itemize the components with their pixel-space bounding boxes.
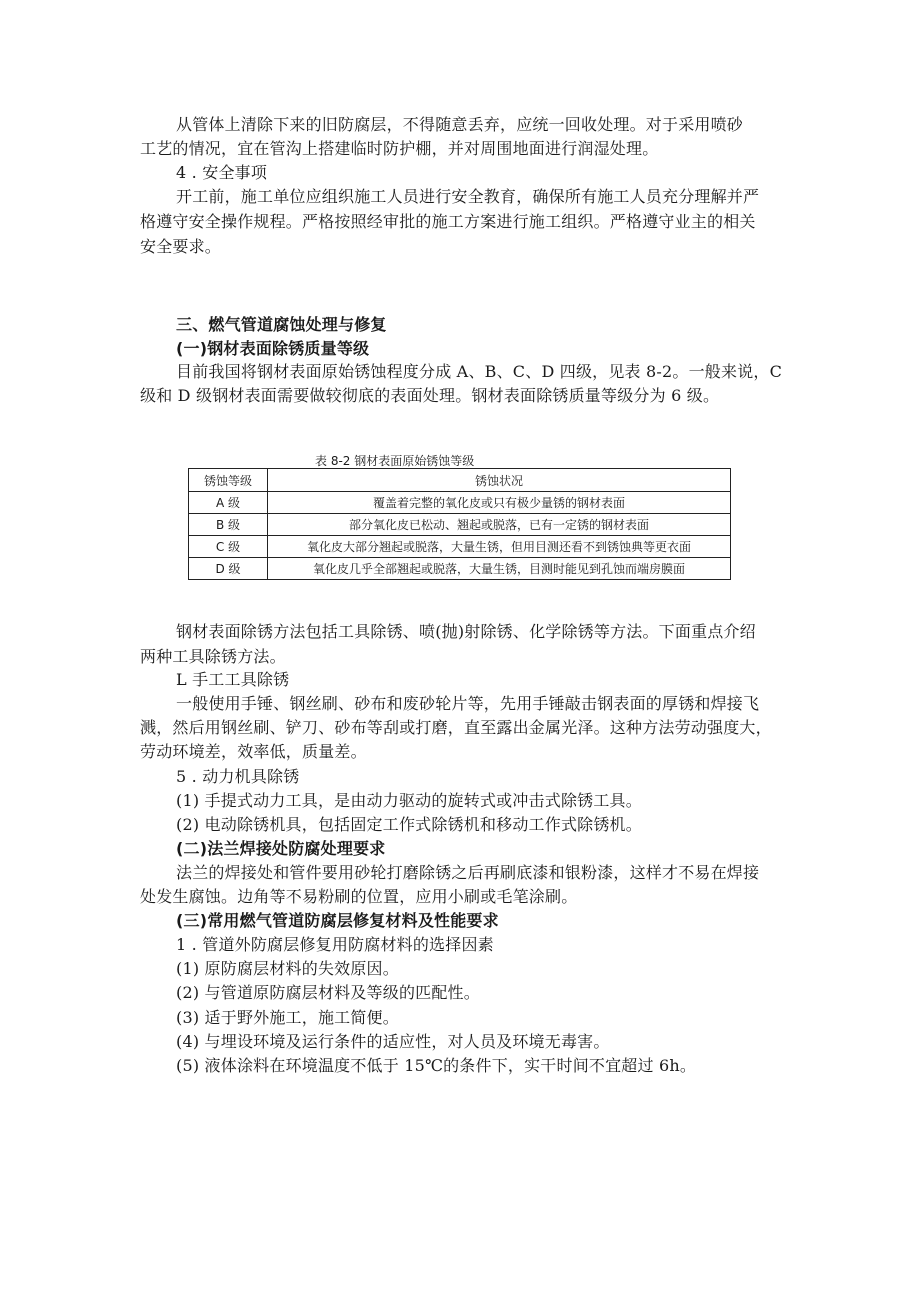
table-header-cell: 锈蚀状况 bbox=[268, 469, 731, 492]
table-cell: 覆盖着完整的氧化皮或只有极少量锈的钢材表面 bbox=[268, 492, 731, 514]
paragraph-line: 工艺的情况，宜在管沟上搭建临时防护棚，并对周围地面进行润湿处理。 bbox=[140, 139, 659, 158]
paragraph-line: 处发生腐蚀。边角等不易粉刷的位置，应用小刷或毛笔涂刷。 bbox=[140, 887, 578, 906]
table-header-row bbox=[189, 469, 731, 492]
paragraph-line: 劳动环境差，效率低，质量差。 bbox=[140, 742, 367, 761]
list-item: (2) 电动除锈机具，包括固定工作式除锈机和移动工作式除锈机。 bbox=[176, 815, 642, 834]
table-cell: 氧化皮几乎全部翘起或脱落，大量生锈，目测时能见到孔蚀而端房膜面 bbox=[268, 558, 731, 580]
list-item: (2) 与管道原防腐层材料及等级的匹配性。 bbox=[176, 983, 480, 1002]
list-item: (3) 适于野外施工，施工简便。 bbox=[176, 1008, 399, 1027]
table-caption: 表 8-2 钢材表面原始锈蚀等级 bbox=[315, 454, 475, 468]
paragraph-line: 两种工具除锈方法。 bbox=[140, 647, 286, 666]
table-cell: 氧化皮大部分翘起或脱落，大量生锈，但用目测还看不到锈蚀典等更衣面 bbox=[268, 536, 731, 558]
rust-grade-table bbox=[188, 468, 731, 580]
table-cell: D 级 bbox=[189, 558, 268, 580]
paragraph-line: 目前我国将钢材表面原始锈蚀程度分成 A、B、C、D 四级，见表 8-2。一般来说，C bbox=[176, 362, 783, 381]
list-item: (4) 与埋设环境及运行条件的适应性，对人员及环境无毒害。 bbox=[176, 1032, 610, 1051]
subsection-title: (二)法兰焊接处防腐处理要求 bbox=[176, 839, 386, 858]
list-item: (1) 手提式动力工具，是由动力驱动的旋转式或冲击式除锈工具。 bbox=[176, 791, 642, 810]
table-header-cell: 锈蚀等级 bbox=[189, 469, 268, 492]
subsection-title: (一)钢材表面除锈质量等级 bbox=[176, 339, 370, 358]
table-cell: 部分氧化皮已松动、翘起或脱落，已有一定锈的钢材表面 bbox=[268, 514, 731, 536]
item-heading: L 手工工具除锈 bbox=[176, 670, 290, 689]
list-item: (1) 原防腐层材料的失效原因。 bbox=[176, 959, 399, 978]
section-title: 三、燃气管道腐蚀处理与修复 bbox=[176, 315, 387, 334]
table-row bbox=[189, 492, 731, 514]
paragraph-line: 级和 D 级钢材表面需要做较彻底的表面处理。钢材表面除锈质量等级分为 6 级。 bbox=[140, 386, 720, 405]
paragraph-line: 法兰的焊接处和管件要用砂轮打磨除锈之后再刷底漆和银粉漆，这样才不易在焊接 bbox=[176, 863, 760, 882]
table-cell: B 级 bbox=[189, 514, 268, 536]
table-row bbox=[189, 558, 731, 580]
table-cell: A 级 bbox=[189, 492, 268, 514]
paragraph-line: 钢材表面除锈方法包括工具除锈、喷(抛)射除锈、化学除锈等方法。下面重点介绍 bbox=[176, 622, 756, 641]
item-heading: 1 . 管道外防腐层修复用防腐材料的选择因素 bbox=[176, 935, 494, 954]
paragraph-line: 开工前，施工单位应组织施工人员进行安全教育，确保所有施工人员充分理解并严 bbox=[176, 187, 760, 206]
list-item: (5) 液体涂料在环境温度不低于 15℃的条件下，实干时间不宜超过 6h。 bbox=[176, 1056, 697, 1075]
subsection-title: (三)常用燃气管道防腐层修复材料及性能要求 bbox=[176, 911, 499, 930]
paragraph-line: 格遵守安全操作规程。严格按照经审批的施工方案进行施工组织。严格遵守业主的相关 bbox=[140, 212, 756, 231]
table-row bbox=[189, 514, 731, 536]
paragraph-line: 溅，然后用钢丝刷、铲刀、砂布等刮或打磨，直至露出金属光泽。这种方法劳动强度大， bbox=[140, 718, 772, 737]
table-row bbox=[189, 536, 731, 558]
paragraph-line: 安全要求。 bbox=[140, 237, 222, 256]
item-heading: 4 . 安全事项 bbox=[176, 163, 268, 182]
item-heading: 5 . 动力机具除锈 bbox=[176, 767, 300, 786]
paragraph-line: 一般使用手锤、钢丝刷、砂布和废砂轮片等，先用手锤敲击钢表面的厚锈和焊接飞 bbox=[176, 694, 760, 713]
paragraph-line: 从管体上清除下来的旧防腐层，不得随意丢弃，应统一回收处理。对于采用喷砂 bbox=[176, 115, 744, 134]
table-cell: C 级 bbox=[189, 536, 268, 558]
